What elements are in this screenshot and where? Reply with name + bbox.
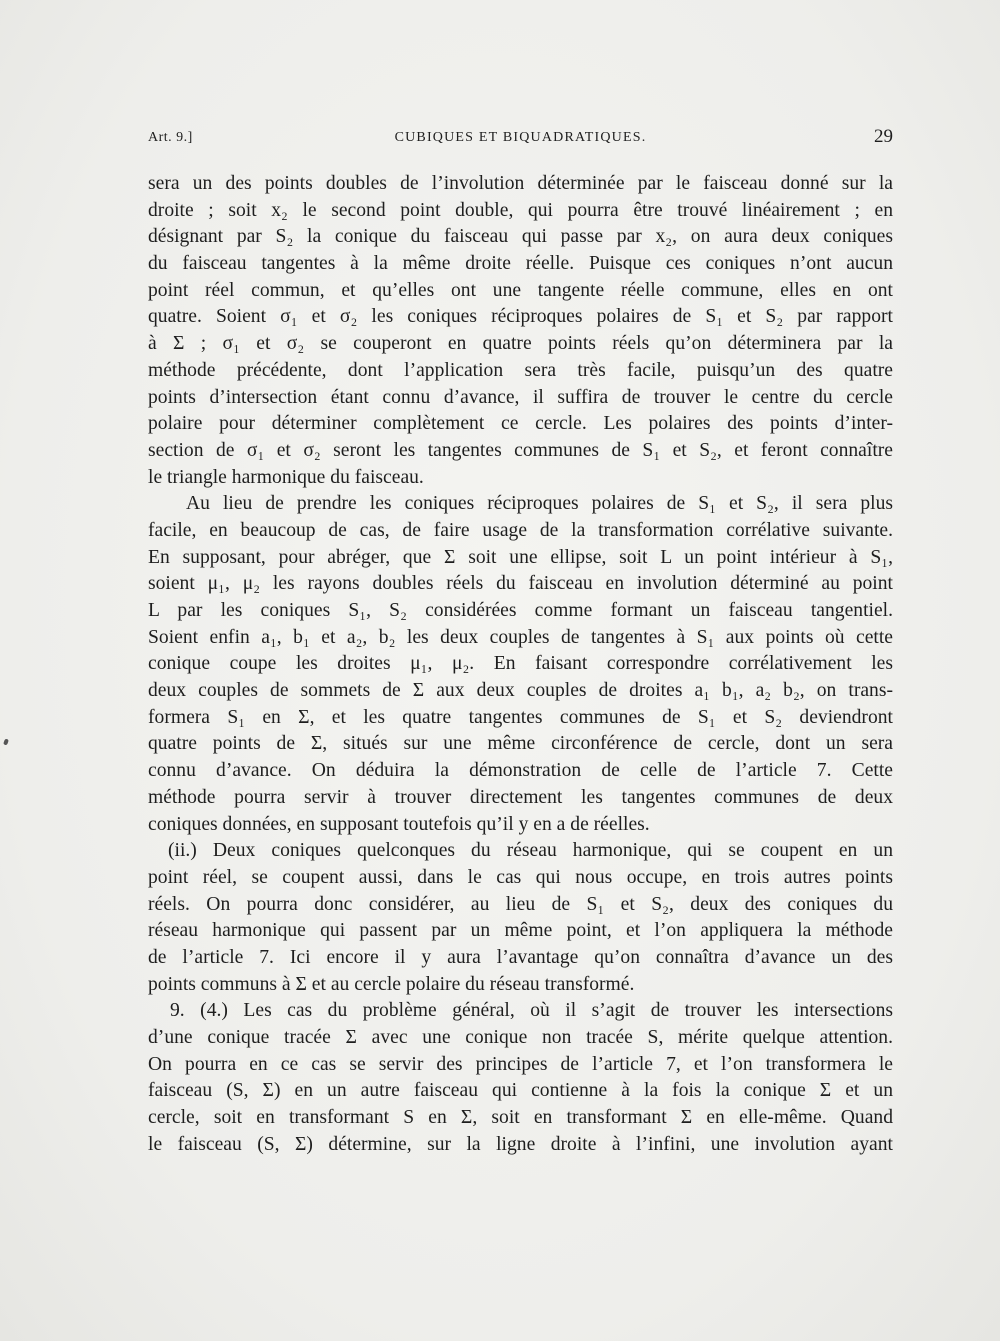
text-line: cercle, soit en transformant S en Σ, soit en transformant Σ en elle-même. Quand <box>148 1107 893 1129</box>
text-line: réseau harmonique qui passent par un même point, et l’on appliquera la méthode <box>148 920 893 942</box>
text-line: méthode pourra servir à trouver directement les tangentes communes de deux <box>148 786 893 808</box>
text-line: Soient enfin a₁, b₁ et a₂, b₂ les deux couples de tangentes à S₁ aux points où cette <box>148 626 893 648</box>
text-line: le triangle harmonique du faisceau. <box>148 466 424 488</box>
text-line: sera un des points doubles de l’involution déterminée par le faisceau donné sur la <box>148 173 893 194</box>
running-title: CUBIQUES ET BIQUADRATIQUES. <box>394 130 647 145</box>
text-line: soient μ₁, μ₂ les rayons doubles réels du faisceau en involution déterminé au point <box>148 573 893 595</box>
text-line: désignant par S₂ la conique du faisceau qui passe par x₂, on aura deux coniques <box>148 226 893 248</box>
text-line: section de σ₁ et σ₂ seront les tangentes communes de S₁ et S₂, et feront connaître <box>148 439 893 461</box>
text-line: (ii.) Deux coniques quelconques du réseau harmonique, qui se coupent en un <box>168 840 893 862</box>
text-line: d’une conique tracée Σ avec une conique non tracée S, mérite quelque attention. <box>148 1027 893 1048</box>
text-line: le faisceau (S, Σ) détermine, sur la ligne droite à l’infini, une involution ayant <box>148 1133 893 1155</box>
text-line: droite ; soit x₂ le second point double, qui pourra être trouvé linéairement ; en <box>148 199 893 221</box>
text-line: faisceau (S, Σ) en un autre faisceau qui contienne à la fois la conique Σ et un <box>148 1080 893 1102</box>
margin-ink-mark <box>3 738 9 745</box>
page-number: 29 <box>874 126 893 147</box>
text-line: deux couples de sommets de Σ aux deux couples de droites a₁ b₁, a₂ b₂, on trans- <box>148 680 893 702</box>
text-line: de l’article 7. Ici encore il y aura l’avantage qu’on connaîtra d’avance un des <box>148 946 893 968</box>
text-line: connu d’avance. On déduira la démonstration de celle de l’article 7. Cette <box>148 760 893 782</box>
text-line: points d’intersection étant connu d’avance, il suffira de trouver le centre du cercle <box>148 386 893 408</box>
text-line: méthode précédente, dont l’application sera très facile, puisqu’un des quatre <box>148 359 893 381</box>
text-line: facile, en beaucoup de cas, de faire usage de la transformation corrélative suivante. <box>148 519 893 541</box>
text-line: 9. (4.) Les cas du problème général, où il s’agit de trouver les intersections <box>170 1000 893 1022</box>
text-line: points communs à Σ et au cercle polaire du réseau transformé. <box>148 973 635 995</box>
text-line: On pourra en ce cas se servir des principes de l’article 7, et l’on transformera le <box>148 1053 893 1075</box>
text-line: quatre. Soient σ₁ et σ₂ les coniques réciproques polaires de S₁ et S₂ par rapport <box>148 306 893 328</box>
text-line: quatre points de Σ, situés sur une même circonférence de cercle, dont un sera <box>148 733 893 755</box>
text-line: coniques données, en supposant toutefois qu’il y en a de réelles. <box>148 813 650 835</box>
text-line: réels. On pourra donc considérer, au lieu de S₁ et S₂, deux des coniques du <box>148 893 893 915</box>
text-line: point réel, se coupent aussi, dans le cas qui nous occupe, en trois autres points <box>148 866 893 888</box>
text-line: formera S₁ en Σ, et les quatre tangentes communes de S₁ et S₂ deviendront <box>148 706 893 728</box>
text-line: Au lieu de prendre les coniques réciproques polaires de S₁ et S₂, il sera plus <box>186 493 893 515</box>
text-line: conique coupe les droites μ₁, μ₂. En faisant correspondre corrélativement les <box>148 653 893 675</box>
text-line: L par les coniques S₁, S₂ considérées comme formant un faisceau tangentiel. <box>148 600 893 621</box>
text-line: à Σ ; σ₁ et σ₂ se couperont en quatre points réels qu’on déterminera par la <box>148 333 893 355</box>
text-line: polaire pour déterminer complètement ce cercle. Les polaires des points d’inter- <box>148 413 893 435</box>
article-reference: Art. 9.] <box>148 130 193 145</box>
running-header <box>148 128 893 154</box>
text-line: point réel commun, et qu’elles ont une tangente réelle commune, elles en ont <box>148 279 893 301</box>
text-line: En supposant, pour abréger, que Σ soit une ellipse, soit L un point intérieur à S₁, <box>148 546 893 568</box>
text-line: du faisceau tangentes à la même droite réelle. Puisque ces coniques n’ont aucun <box>148 253 893 275</box>
body-text <box>148 171 893 1158</box>
